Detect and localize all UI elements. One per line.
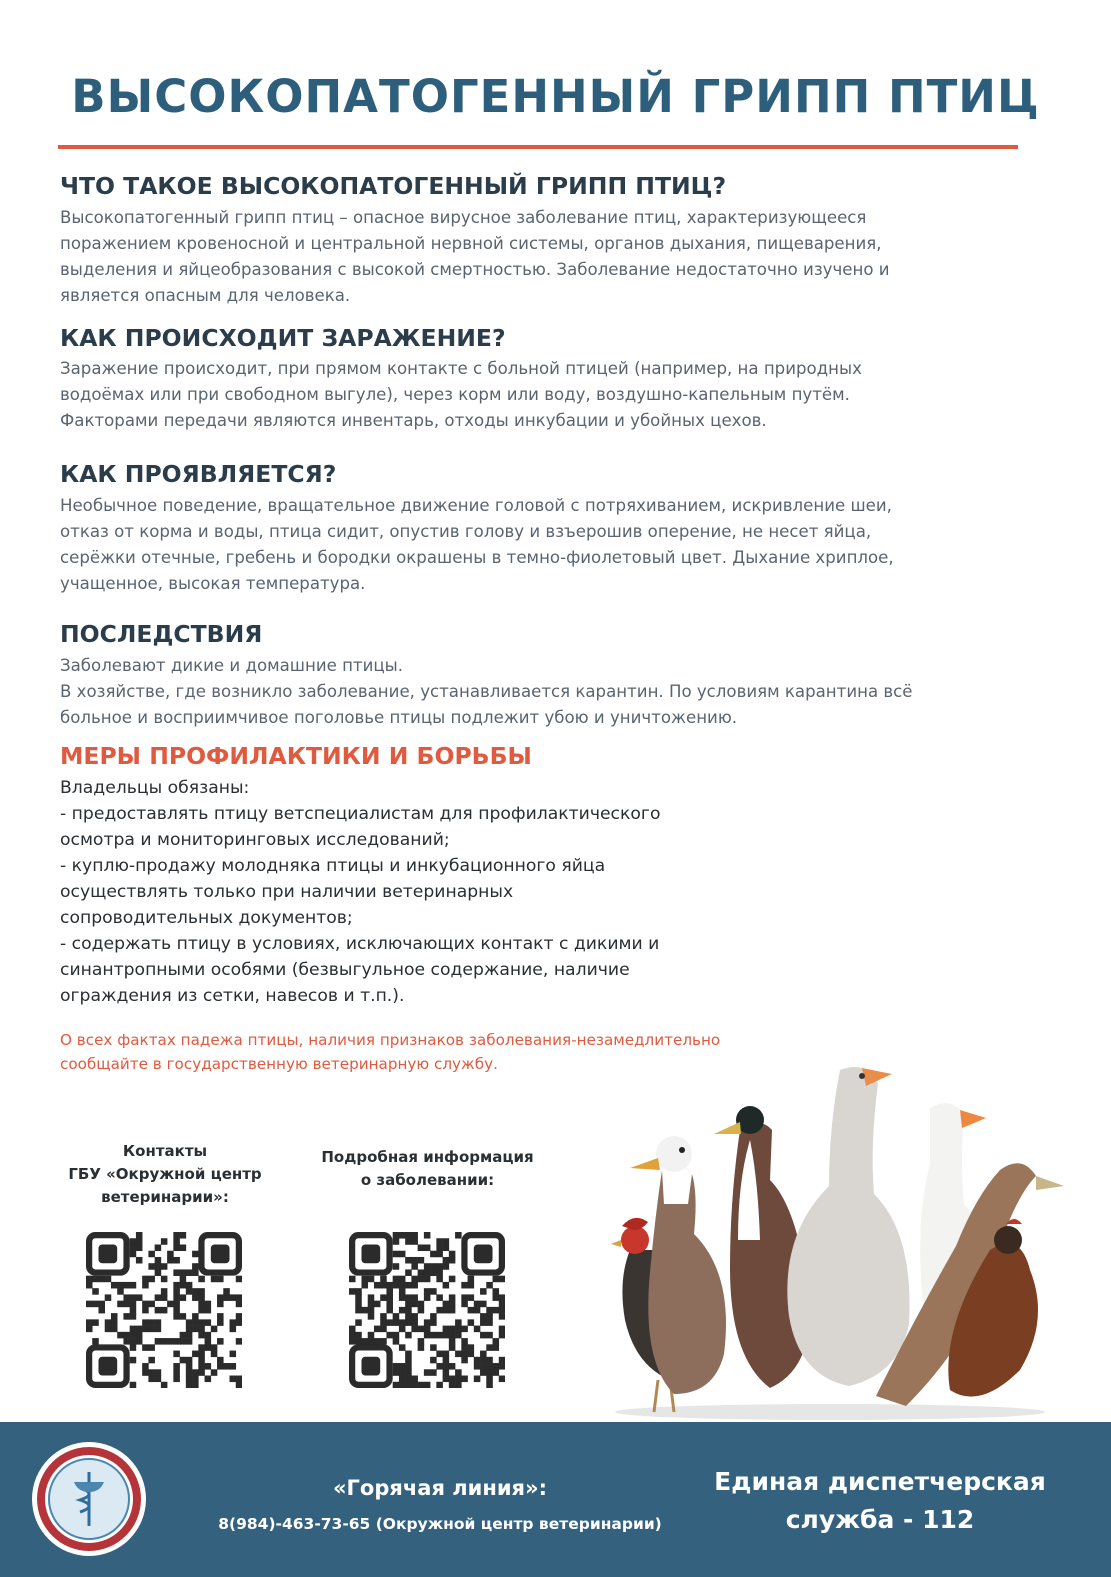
text-line: сопроводительных документов; bbox=[60, 908, 353, 928]
veterinary-emblem-icon bbox=[30, 1440, 148, 1558]
text-line: Заболевают дикие и домашние птицы. bbox=[60, 656, 404, 675]
text-line: - содержать птицу в условиях, исключающих контакт с дикими и bbox=[60, 934, 660, 954]
qr-finder-pattern bbox=[464, 1235, 501, 1272]
qr-code-icon[interactable] bbox=[349, 1232, 505, 1388]
qr-contacts-caption bbox=[50, 1140, 280, 1209]
ground-shadow bbox=[615, 1404, 1045, 1420]
text-line: выделения и яйцеобразования с высокой смертностью. Заболевание недостаточно изучено и bbox=[60, 260, 890, 279]
caption-line: Контакты bbox=[122, 1142, 208, 1160]
text-line: О всех фактах падежа птицы, наличия признаков заболевания-незамедлительно bbox=[60, 1031, 721, 1049]
hotline-phone[interactable]: 8(984)-463-73-65 (Окружной центр ветеринарии) bbox=[218, 1515, 662, 1533]
text-line: Высокопатогенный грипп птиц – опасное вирусное заболевание птиц, характеризующееся bbox=[60, 208, 867, 227]
text-line: - куплю-продажу молодняка птицы и инкубационного яйца bbox=[60, 856, 606, 876]
title-underline bbox=[58, 145, 1018, 149]
caption-line: ГБУ «Окружной центр bbox=[68, 1165, 262, 1183]
section-infection-text bbox=[60, 356, 1020, 434]
text-line: сообщайте в государственную ветеринарную службу. bbox=[60, 1055, 498, 1073]
text-line: Владельцы обязаны: bbox=[60, 778, 250, 798]
text-line: осуществлять только при наличии ветеринарных bbox=[60, 882, 514, 902]
text-line: водоёмах или при свободном выгуле), через корм или воду, воздушно-капельным путём. bbox=[60, 385, 850, 404]
text-line: больное и восприимчивое поголовье птицы подлежит убою и уничтожению. bbox=[60, 708, 738, 727]
dispatch-line: служба - 112 bbox=[785, 1505, 975, 1534]
text-line: В хозяйстве, где возникло заболевание, устанавливается карантин. По условиям карантина всё bbox=[60, 682, 913, 701]
section-what-heading: ЧТО ТАКОЕ ВЫСОКОПАТОГЕННЫЙ ГРИПП ПТИЦ? bbox=[60, 172, 727, 200]
dispatch-service bbox=[680, 1463, 1080, 1539]
section-what-text bbox=[60, 205, 1020, 309]
dispatch-line: Единая диспетчерская bbox=[714, 1467, 1046, 1496]
qr-finder-pattern bbox=[352, 1235, 389, 1272]
text-line: является опасным для человека. bbox=[60, 286, 351, 305]
text-line: синантропными особями (безвыгульное содержание, наличие bbox=[60, 960, 630, 980]
qr-finder-pattern bbox=[201, 1235, 238, 1272]
text-line: отказ от корма и воды, птица сидит, опустив голову и взъерошив оперение, не несет яйца, bbox=[60, 522, 872, 541]
text-line: Факторами передачи являются инвентарь, отходы инкубации и убойных цехов. bbox=[60, 411, 767, 430]
section-consequences-text bbox=[60, 653, 1020, 731]
qr-info-caption bbox=[305, 1146, 550, 1192]
qr-finder-pattern bbox=[89, 1347, 126, 1384]
qr-finder-pattern bbox=[352, 1347, 389, 1384]
caption-line: ветеринарии»: bbox=[101, 1188, 229, 1206]
text-line: серёжки отечные, гребень и бородки окрашены в темно-фиолетовый цвет. Дыхание хриплое, bbox=[60, 548, 894, 567]
qr-code-icon[interactable] bbox=[86, 1232, 242, 1388]
text-line: - предоставлять птицу ветспециалистам для профилактического bbox=[60, 804, 661, 824]
qr-finder-pattern bbox=[89, 1235, 126, 1272]
text-line: ограждения из сетки, навесов и т.п.). bbox=[60, 986, 405, 1006]
text-line: Заражение происходит, при прямом контакте с больной птицей (например, на природных bbox=[60, 359, 862, 378]
caption-line: о заболевании: bbox=[360, 1171, 495, 1189]
caption-line: Подробная информация bbox=[321, 1148, 534, 1166]
measures-text bbox=[60, 775, 760, 1009]
goose-grey-icon bbox=[787, 1067, 909, 1386]
text-line: осмотра и мониторинговых исследований; bbox=[60, 830, 450, 850]
text-line: учащенное, высокая температура. bbox=[60, 574, 366, 593]
text-line: поражением кровеносной и центральной нервной системы, органов дыхания, пищеварения, bbox=[60, 234, 882, 253]
poultry-illustration bbox=[600, 1050, 1070, 1422]
measures-heading: МЕРЫ ПРОФИЛАКТИКИ И БОРЬБЫ bbox=[60, 742, 532, 770]
section-consequences-heading: ПОСЛЕДСТВИЯ bbox=[60, 620, 263, 648]
page-title: ВЫСОКОПАТОГЕННЫЙ ГРИПП ПТИЦ bbox=[71, 70, 1040, 123]
hotline-title: «Горячая линия»: bbox=[332, 1476, 548, 1500]
section-symptoms-heading: КАК ПРОЯВЛЯЕТСЯ? bbox=[60, 460, 337, 488]
text-line: Необычное поведение, вращательное движение головой с потряхиванием, искривление шеи, bbox=[60, 496, 892, 515]
section-symptoms-text bbox=[60, 493, 1020, 597]
section-infection-heading: КАК ПРОИСХОДИТ ЗАРАЖЕНИЕ? bbox=[60, 324, 506, 352]
